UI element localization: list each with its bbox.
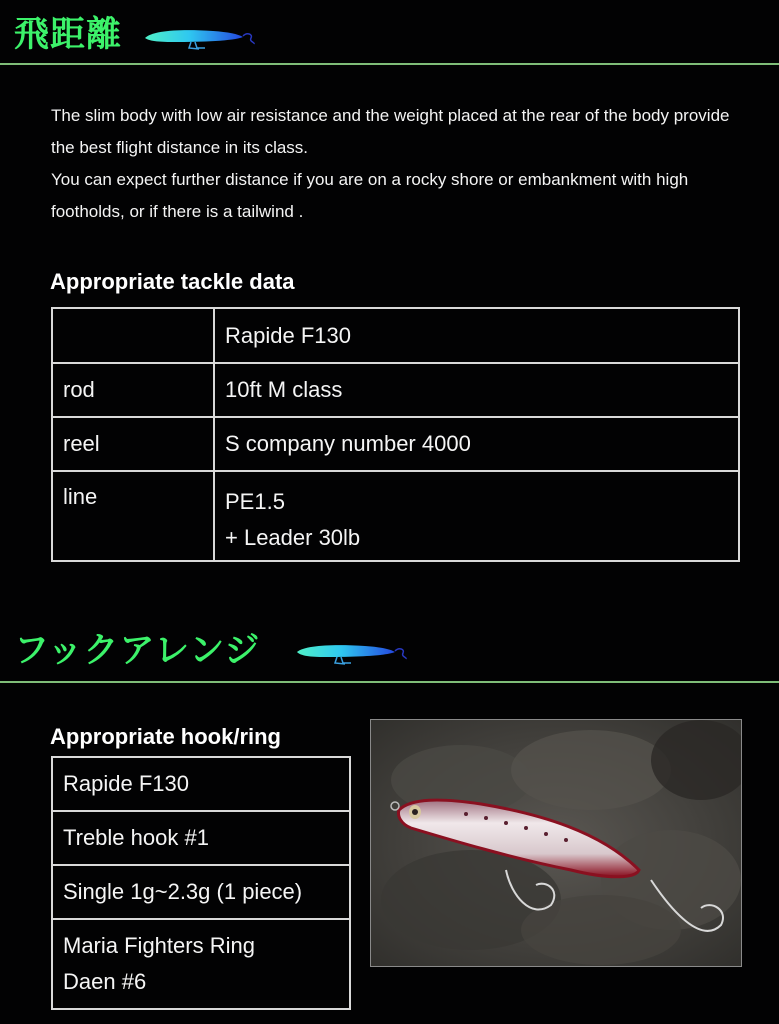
- ring-line-1: Maria Fighters Ring: [63, 933, 255, 958]
- table-cell-value: [214, 471, 739, 561]
- ring-line-2: Daen #6: [63, 969, 147, 994]
- section-title-hook-arrange: フックアレンジ: [14, 631, 261, 671]
- table-cell-label: reel: [52, 417, 214, 471]
- table-row: [52, 471, 739, 561]
- tackle-data-heading: Appropriate tackle data: [50, 269, 295, 294]
- table-cell-label: line: [52, 471, 214, 561]
- table-row: [52, 363, 739, 417]
- table-cell-value: S company number 4000: [214, 417, 739, 471]
- lure-photo: [370, 719, 742, 967]
- lure-icon: [295, 640, 410, 670]
- table-cell-value: 10ft M class: [214, 363, 739, 417]
- table-cell-product: Rapide F130: [214, 308, 739, 363]
- table-cell-label: rod: [52, 363, 214, 417]
- table-row: [52, 308, 739, 363]
- table-cell: Rapide F130: [52, 757, 350, 811]
- table-row: [52, 417, 739, 471]
- table-cell: [52, 919, 350, 1009]
- description-line-2: You can expect further distance if you are on a rocky shore or embankment with high footholds, or if there is a tailwind .: [51, 170, 689, 221]
- lure-icon: [143, 24, 258, 54]
- table-cell: Treble hook #1: [52, 811, 350, 865]
- hook-ring-table: [51, 756, 351, 1010]
- table-row: [52, 919, 350, 1009]
- section-divider: [0, 63, 779, 65]
- tackle-data-table: [51, 307, 740, 562]
- line-value-1: PE1.5: [225, 489, 285, 514]
- description-line-1: The slim body with low air resistance and the weight placed at the rear of the body provide the best flight distance in its class.: [51, 106, 730, 157]
- lure-on-rocks-image: [371, 720, 741, 966]
- table-cell: Single 1g~2.3g (1 piece): [52, 865, 350, 919]
- table-row: [52, 865, 350, 919]
- hook-ring-heading: Appropriate hook/ring: [50, 724, 281, 749]
- section-title-flight-distance: 飛距離: [14, 15, 123, 55]
- table-row: [52, 757, 350, 811]
- line-value-2: + Leader 30lb: [225, 525, 361, 550]
- table-cell-empty: [52, 308, 214, 363]
- table-row: [52, 811, 350, 865]
- section-divider: [0, 681, 779, 683]
- description-paragraph: [51, 100, 751, 228]
